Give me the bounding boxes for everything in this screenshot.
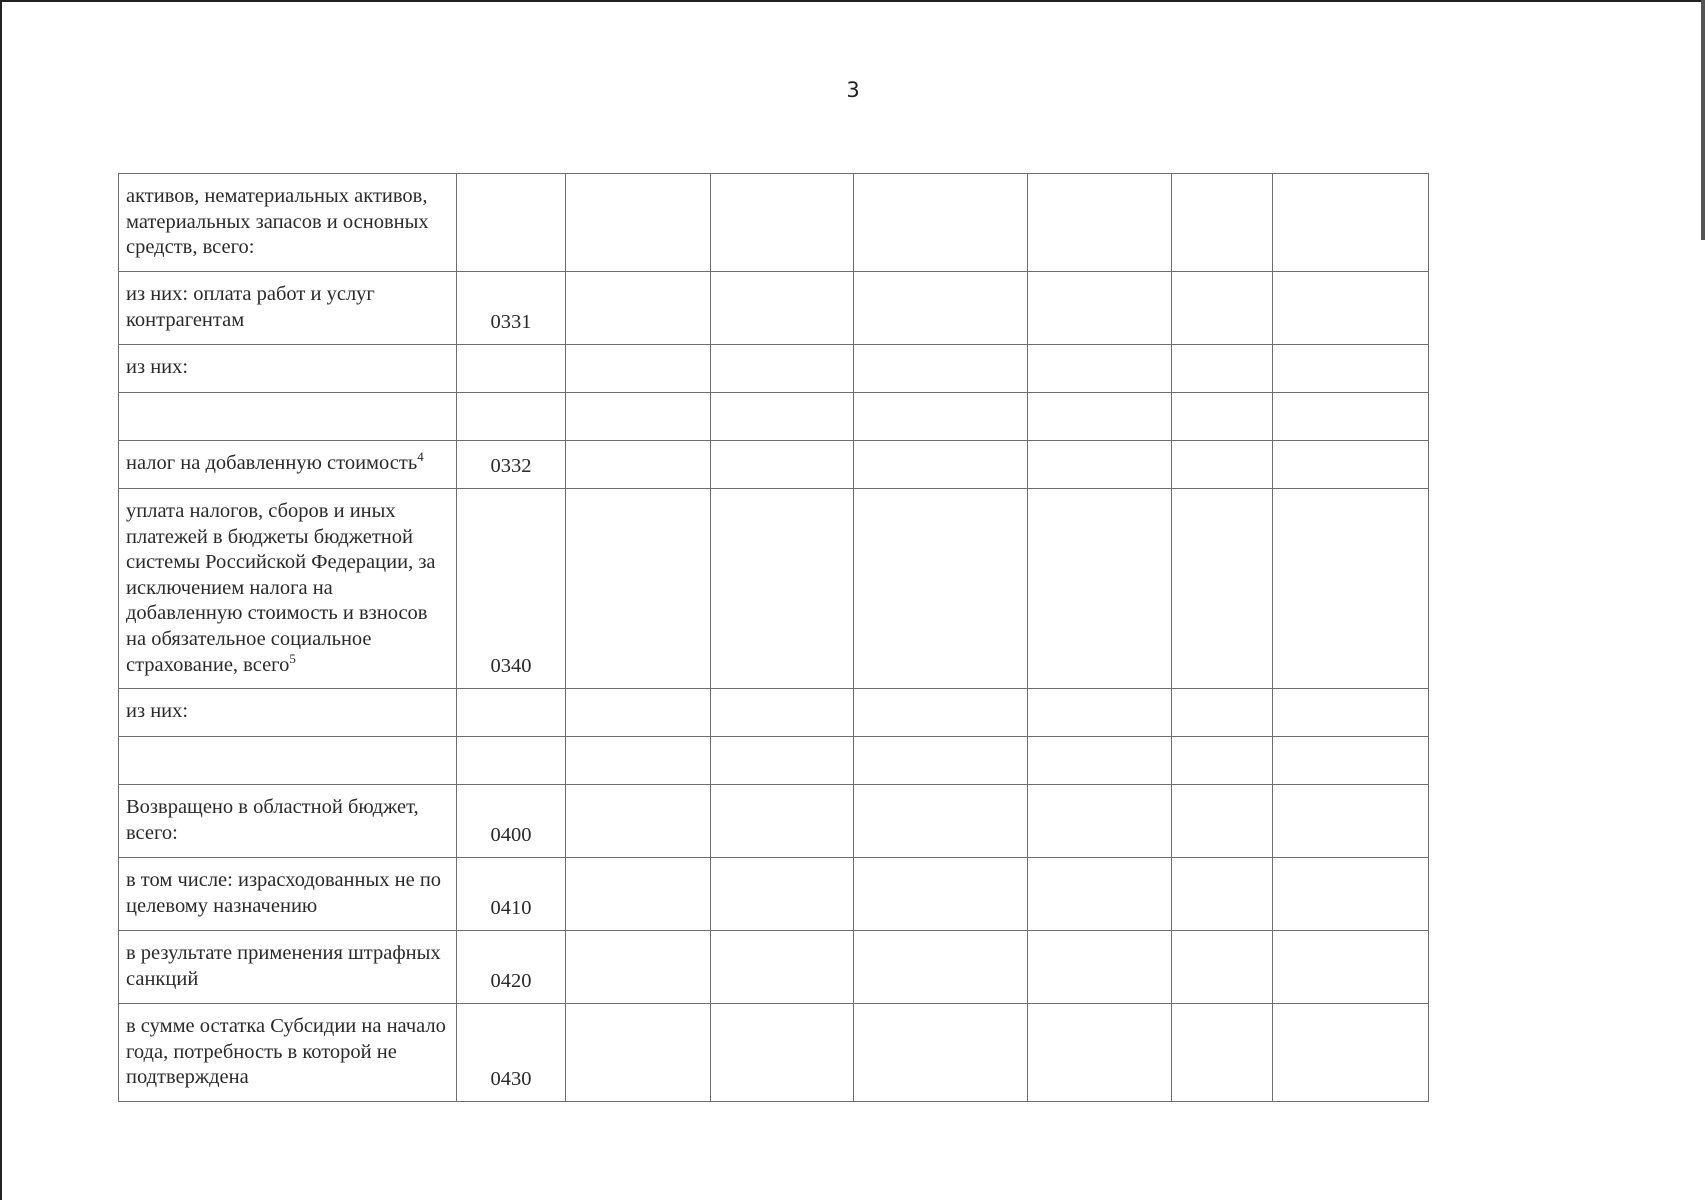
row-name-cell	[119, 174, 457, 272]
row-code: 0331	[490, 311, 532, 334]
row-name-cell	[119, 931, 457, 1004]
value-cell	[1172, 393, 1273, 441]
value-cell	[566, 345, 711, 393]
value-cell	[1273, 489, 1429, 689]
value-cell	[1172, 1004, 1273, 1102]
value-cell	[854, 1004, 1028, 1102]
row-name-cell	[119, 785, 457, 858]
row-code-cell	[457, 393, 566, 441]
value-cell	[1028, 1004, 1172, 1102]
row-code: 0420	[490, 970, 532, 993]
value-cell	[1172, 689, 1273, 737]
value-cell	[1172, 272, 1273, 345]
value-cell	[854, 272, 1028, 345]
row-code-cell	[457, 858, 566, 931]
value-cell	[566, 393, 711, 441]
table-row	[119, 785, 1429, 858]
value-cell	[566, 272, 711, 345]
row-code-cell	[457, 272, 566, 345]
value-cell	[1028, 737, 1172, 785]
value-cell	[566, 931, 711, 1004]
row-name-cell	[119, 858, 457, 931]
value-cell	[1273, 785, 1429, 858]
value-cell	[1273, 393, 1429, 441]
row-code-cell	[457, 931, 566, 1004]
row-name: в сумме остатка Субсидии на начало года, потребность в которой не подтверждена	[126, 1015, 446, 1089]
value-cell	[711, 689, 854, 737]
row-name: из них:	[126, 700, 189, 722]
value-cell	[1273, 441, 1429, 489]
value-cell	[854, 689, 1028, 737]
value-cell	[566, 489, 711, 689]
value-cell	[854, 785, 1028, 858]
row-code-cell	[457, 737, 566, 785]
value-cell	[1172, 785, 1273, 858]
row-code-cell	[457, 1004, 566, 1102]
value-cell	[854, 858, 1028, 931]
table-row	[119, 1004, 1429, 1102]
value-cell	[1273, 931, 1429, 1004]
value-cell	[1273, 174, 1429, 272]
table-row	[119, 174, 1429, 272]
row-code-cell	[457, 785, 566, 858]
value-cell	[1273, 345, 1429, 393]
row-code-cell	[457, 345, 566, 393]
value-cell	[854, 174, 1028, 272]
row-code-cell	[457, 174, 566, 272]
value-cell	[566, 785, 711, 858]
page-number: 3	[846, 78, 860, 102]
value-cell	[1028, 689, 1172, 737]
value-cell	[1028, 931, 1172, 1004]
value-cell	[1273, 1004, 1429, 1102]
row-name-cell	[119, 441, 457, 489]
value-cell	[1273, 858, 1429, 931]
value-cell	[711, 785, 854, 858]
value-cell	[1028, 174, 1172, 272]
value-cell	[854, 737, 1028, 785]
value-cell	[566, 174, 711, 272]
value-cell	[1172, 441, 1273, 489]
value-cell	[711, 272, 854, 345]
row-code: 0340	[490, 655, 532, 678]
footnote-marker: 5	[289, 650, 296, 666]
value-cell	[711, 174, 854, 272]
scan-border-right	[1701, 0, 1705, 240]
row-name: в результате применения штрафных санкций	[126, 942, 441, 990]
value-cell	[854, 441, 1028, 489]
table-row	[119, 489, 1429, 689]
value-cell	[711, 489, 854, 689]
table-row	[119, 931, 1429, 1004]
row-code-cell	[457, 489, 566, 689]
value-cell	[711, 858, 854, 931]
row-code-cell	[457, 689, 566, 737]
table-row	[119, 858, 1429, 931]
value-cell	[1172, 931, 1273, 1004]
value-cell	[1028, 785, 1172, 858]
value-cell	[566, 737, 711, 785]
row-code-cell	[457, 441, 566, 489]
value-cell	[711, 931, 854, 1004]
value-cell	[711, 393, 854, 441]
table-row	[119, 345, 1429, 393]
table-row	[119, 441, 1429, 489]
value-cell	[566, 1004, 711, 1102]
row-name-cell	[119, 689, 457, 737]
value-cell	[854, 345, 1028, 393]
scan-border-top	[0, 0, 1705, 2]
table-row	[119, 689, 1429, 737]
scan-border-left	[0, 0, 2, 1200]
row-name: из них:	[126, 356, 189, 378]
row-name: налог на добавленную стоимость	[126, 452, 418, 474]
value-cell	[1028, 441, 1172, 489]
value-cell	[854, 931, 1028, 1004]
row-code: 0410	[490, 897, 532, 920]
value-cell	[1273, 737, 1429, 785]
value-cell	[854, 393, 1028, 441]
value-cell	[1028, 858, 1172, 931]
value-cell	[1273, 689, 1429, 737]
row-name-cell	[119, 1004, 457, 1102]
value-cell	[1028, 272, 1172, 345]
row-name: уплата налогов, сборов и иных платежей в бюджеты бюджетной системы Российской Федерации, за исключением налога на добавленную стоимость и взносов на обязательное социальное страхование, всего	[126, 500, 436, 676]
row-code: 0400	[490, 824, 532, 847]
value-cell	[711, 441, 854, 489]
value-cell	[566, 441, 711, 489]
table-row	[119, 393, 1429, 441]
row-name: в том числе: израсходованных не по целевому назначению	[126, 869, 442, 917]
value-cell	[566, 689, 711, 737]
row-code: 0332	[490, 455, 532, 478]
value-cell	[1028, 489, 1172, 689]
row-name-cell	[119, 272, 457, 345]
value-cell	[1172, 489, 1273, 689]
value-cell	[1273, 272, 1429, 345]
value-cell	[1172, 174, 1273, 272]
value-cell	[566, 858, 711, 931]
value-cell	[1028, 345, 1172, 393]
table-row	[119, 737, 1429, 785]
value-cell	[711, 345, 854, 393]
value-cell	[1172, 737, 1273, 785]
row-name-cell	[119, 345, 457, 393]
table-row	[119, 272, 1429, 345]
value-cell	[711, 737, 854, 785]
row-name: Возвращено в областной бюджет, всего:	[126, 796, 419, 844]
value-cell	[854, 489, 1028, 689]
row-name: из них: оплата работ и услуг контрагентам	[126, 283, 375, 331]
value-cell	[1172, 345, 1273, 393]
row-code: 0430	[490, 1068, 532, 1091]
value-cell	[1172, 858, 1273, 931]
footnote-marker: 4	[417, 449, 424, 465]
value-cell	[711, 1004, 854, 1102]
row-name: активов, нематериальных активов, материальных запасов и основных средств, всего:	[126, 185, 429, 259]
value-cell	[1028, 393, 1172, 441]
row-name-cell	[119, 737, 457, 785]
row-name-cell	[119, 393, 457, 441]
report-table	[118, 173, 1429, 1102]
row-name-cell	[119, 489, 457, 689]
